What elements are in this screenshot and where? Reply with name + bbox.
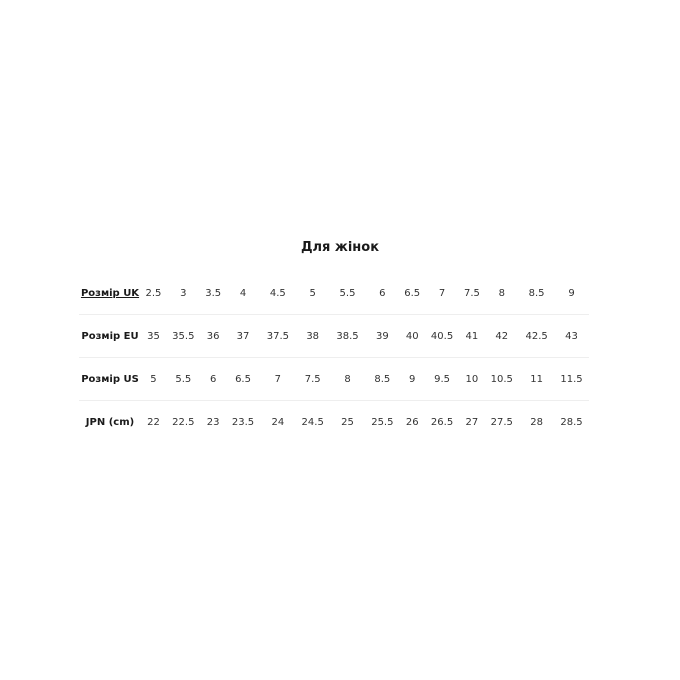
table-cell: 10 (459, 358, 484, 401)
table-cell: 9 (400, 358, 425, 401)
table-cell: 36 (201, 315, 226, 358)
table-cell: 11 (519, 358, 554, 401)
page-title: Для жінок (300, 240, 380, 255)
row-label (79, 401, 141, 444)
table-cell: 22.5 (172, 416, 195, 428)
table-cell: 43 (554, 315, 589, 358)
table-cell: 6 (365, 272, 400, 315)
table-cell: 25.5 (371, 416, 394, 428)
table-cell: 40 (400, 315, 425, 358)
table-cell: 3 (166, 272, 201, 315)
table-cell: 5 (295, 272, 330, 315)
table-cell: 35.5 (166, 315, 201, 358)
table-cell: 6.5 (226, 358, 261, 401)
table-cell: 6.5 (400, 272, 425, 315)
table-cell: 24.5 (301, 416, 324, 428)
table-cell: 7.5 (295, 358, 330, 401)
table-row (79, 401, 589, 444)
table-cell: 28 (530, 416, 543, 428)
table-cell: 41 (459, 315, 484, 358)
table-cell: 38 (295, 315, 330, 358)
table-cell: 23.5 (231, 416, 255, 428)
table-cell: 11.5 (554, 358, 589, 401)
table-row (79, 315, 589, 358)
table-cell: 10.5 (484, 358, 519, 401)
row-label-text: Розмір US (81, 373, 139, 385)
table-cell: 25 (341, 416, 354, 428)
table-cell: 35 (141, 315, 166, 358)
table-cell: 27 (465, 416, 479, 428)
table-cell: 26 (405, 416, 419, 428)
table-cell: 9.5 (425, 358, 460, 401)
table-cell: 8 (330, 358, 365, 401)
row-label[interactable] (79, 272, 141, 315)
size-chart-table (79, 272, 589, 443)
table-cell: 2.5 (141, 272, 166, 315)
table-cell: 42.5 (519, 315, 554, 358)
row-label (79, 358, 141, 401)
table-cell: 9 (554, 272, 589, 315)
table-cell: 22 (147, 416, 160, 428)
table-cell: 39 (365, 315, 400, 358)
table-cell: 40.5 (425, 315, 460, 358)
row-label-text: JPN (cm) (85, 416, 135, 428)
table-cell: 8.5 (365, 358, 400, 401)
table-cell: 5.5 (330, 272, 365, 315)
table-cell: 37.5 (260, 315, 295, 358)
table-cell: 6 (201, 358, 226, 401)
table-cell: 42 (484, 315, 519, 358)
table-cell: 7 (425, 272, 460, 315)
table-cell: 5 (141, 358, 166, 401)
table-cell: 24 (271, 416, 285, 428)
table-row (79, 272, 589, 315)
table-cell: 4.5 (260, 272, 295, 315)
table-cell: 7 (260, 358, 295, 401)
table-cell: 8 (484, 272, 519, 315)
table-cell: 4 (226, 272, 261, 315)
table-cell: 7.5 (459, 272, 484, 315)
table-cell: 5.5 (166, 358, 201, 401)
table-cell: 3.5 (201, 272, 226, 315)
table-cell: 27.5 (490, 416, 513, 428)
table-cell: 26.5 (430, 416, 454, 428)
table-cell: 37 (226, 315, 261, 358)
table-cell: 38.5 (330, 315, 365, 358)
row-label (79, 315, 141, 358)
row-label-text[interactable]: Розмір UK (80, 287, 140, 299)
row-label-text: Розмір EU (81, 330, 139, 342)
table-row (79, 358, 589, 401)
table-cell: 23 (206, 416, 220, 428)
table-cell: 28.5 (560, 416, 583, 428)
table-cell: 8.5 (519, 272, 554, 315)
